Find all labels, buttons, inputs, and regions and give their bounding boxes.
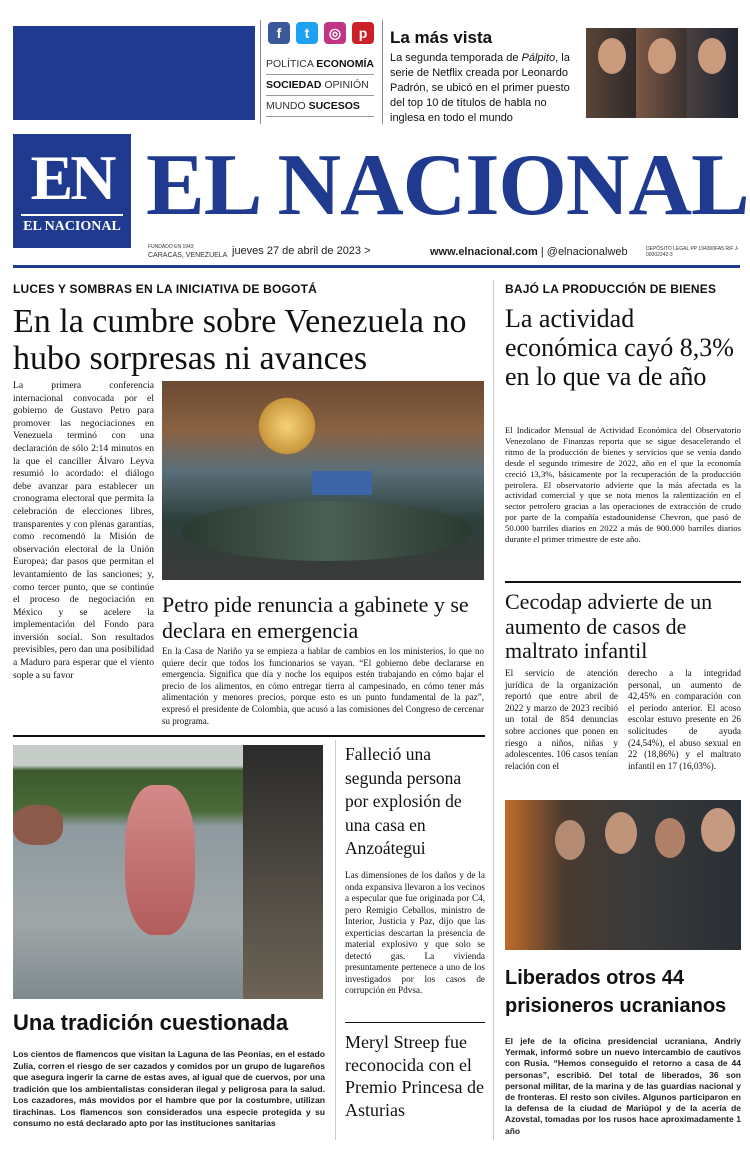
- founded: FUNDADO EN 1943: [148, 244, 194, 250]
- main-text: La primera conferencia internacional convocada por el gobierno de Gustavo Petro para promover las negociaciones en Venezuela terminó con una declaración de sólo 2:14 minutos en la que el canciller Álvaro Leyva resumió lo acordado: el diálogo debe avanzar para establecer un cronograma electoral que permita la celebración de elecciones libres, transparentes y con plenas garantías, como recomendó la Misión de observación electoral de la Unión Europea; dar pasos que permitan el levantamiento de las sanciones; y, como tercer punto, que se continúe el proceso de negociación en México y se acelere la implementación del Fondo para inversión social. Son resultados previsibles, pero dan una posibilidad a Maduro para esperar que el viento sople a su favor: [13, 380, 154, 681]
- section-nav: [266, 54, 374, 117]
- cecodap-text-col2: derecho a la integridad personal, un aumento de 42,45% en comparación con el período anterior. El acoso escolar estuvo presente en 26 solicitudes de ayuda (24,54%), el abuso sexual en 22 (18,86%) y el maltrato infantil en 17 (16,03%).: [628, 668, 741, 771]
- ukraine-text: El jefe de la oficina presidencial ucraniana, Andriy Yermak, informó sobre un nuevo intercambio de cautivos con Rusia. “Hemos conseguido el retorno a casa de 44 personas”, escribió. Del total de liberados, 36 son personal militar, de la marina y de las guardias nacional y de fronteras. El resto son civiles. Algunos participaron en la defensa de la ciudad de Mariúpol y de la acería de Azovstal, tomadas por los rusos hace aproximadamente 1 año: [505, 1036, 741, 1136]
- main-headline[interactable]: En la cumbre sobre Venezuela no hubo sorpresas ni avances: [13, 303, 467, 377]
- social-icons: [268, 22, 380, 44]
- flamingo-headline[interactable]: Una tradición cuestionada: [13, 1010, 289, 1035]
- cecodap-text-col1: El servicio de atención jurídica de la organización reportó que entre abril de 2022 y marzo de 2023 recibió un total de 854 denuncias sobre acciones que ponen en riesgo a niños, niñas y adolescentes. 106 casos tenían relación con el: [505, 668, 618, 771]
- column-rule: [335, 740, 336, 1140]
- section-link-politica[interactable]: POLÍTICA: [266, 58, 314, 70]
- twitter-handle[interactable]: | @elnacionalweb: [540, 246, 628, 258]
- anzoategui-text: Las dimensiones de los daños y de la onda expansiva llevaron a los vecinos a especular que fue originada por C4, pero Remigio Ceballos, ministro de Interior, Justicia y Paz, dijo que las experticias descartan la presencia de material explosivo y que solo se detectó gas. La vivienda presuntamente pertenece a uno de los investigados por los casos de corrupción en Pdvsa.: [345, 870, 485, 995]
- section-link-opinion[interactable]: OPINIÓN: [324, 79, 369, 91]
- prisoners-photo[interactable]: [505, 800, 741, 950]
- instagram-icon[interactable]: ◎: [324, 22, 346, 44]
- city: CARACAS, VENEZUELA: [148, 252, 228, 259]
- section-rule: [13, 735, 485, 737]
- masthead-title: EL NACIONAL: [146, 137, 749, 234]
- advertisement-banner[interactable]: [13, 26, 255, 120]
- most-viewed-photo[interactable]: [586, 28, 738, 118]
- flamingo-photo[interactable]: [13, 745, 323, 999]
- flamingo-text: Los cientos de flamencos que visitan la Laguna de las Peonías, en el estado Zulia, corren el riesgo de ser cazados y comidos por un grupo de lugareños que asegura ingerir la carne de estas aves, al igual que de cuervos, por una tradición que los ambientalistas consideran ilegal y peligrosa para la salud. Los cazadores, más movidos por el hambre que por la costumbre, utilizan tirachinas. Los flamencos son considerados una especie protegida y su consumo no está declarado apto por las instituciones sanitarias: [13, 1049, 325, 1128]
- legal-deposit: DEPÓSITO LEGAL PP 194300FA5 RIF J-00002242-3: [646, 246, 740, 258]
- most-viewed-title: La más vista: [390, 28, 493, 47]
- economy-text: El Indicador Mensual de Actividad Económica del Observatorio Venezolano de Finanzas reporta que se sigue desacelerando el ritmo de la producción de bienes y servicios que se venía dando desde el segundo trimestre de 2022, año en el que la economía creció 13,3%, básicamente por la recuperación de la producción petrolera. El observatorio advierte que la más afectada es la actividad comercial y que se nota menos la ralentización en el sector petrolero gracias a las operaciones de extracción de crudo por parte de la compañía estadounidense Chevron, que pasó de 50.000 barriles diarios en 2022 a más de 900.000 barriles diarios durante el primer trimestre de este año.: [505, 425, 741, 545]
- pinterest-icon[interactable]: p: [352, 22, 374, 44]
- date: jueves 27 de abril de 2023 >: [232, 245, 371, 257]
- divider: [260, 20, 261, 124]
- section-rule: [505, 581, 741, 583]
- cecodap-headline[interactable]: Cecodap advierte de un aumento de casos de maltrato infantil: [505, 589, 713, 663]
- logo[interactable]: [13, 134, 131, 248]
- section-rule: [345, 1022, 485, 1023]
- section-link-economia[interactable]: ECONOMÍA: [316, 58, 374, 70]
- meryl-headline[interactable]: Meryl Streep fue reconocida con el Premio Princesa de Asturias: [345, 1032, 484, 1120]
- logo-subtitle: EL NACIONAL: [21, 214, 123, 235]
- twitter-icon[interactable]: t: [296, 22, 318, 44]
- section-link-sociedad[interactable]: SOCIEDAD: [266, 79, 322, 91]
- section-link-mundo[interactable]: MUNDO: [266, 100, 306, 112]
- anzoategui-headline[interactable]: Falleció una segunda persona por explosión de una casa en Anzoátegui: [345, 744, 462, 858]
- petro-text: En la Casa de Nariño ya se empieza a hablar de cambios en los ministerios, lo que no quiere decir que todos los funcionarios se vayan. “El gobierno debe declararse en emergencia. Significa que día y noche los equipos estén trabajando en cómo bajar el precio de los alimentos, en cómo entregar tierra al campesinado, en cómo tener más alimentación y menores precios, porque esto es un punto fundamental de la paz”, expresó el presidente de Colombia, que acusó a las comisiones del Congreso de cercenar su programa.: [162, 646, 484, 726]
- section-row: [266, 96, 374, 117]
- ukraine-headline[interactable]: Liberados otros 44 prisioneros ucranianos: [505, 967, 727, 1017]
- main-kicker: LUCES Y SOMBRAS EN LA INICIATIVA DE BOGOTÁ: [13, 282, 317, 296]
- summit-photo[interactable]: [162, 381, 484, 580]
- website-link[interactable]: www.elnacional.com: [430, 246, 538, 258]
- masthead-rule: [13, 265, 740, 268]
- website: [430, 246, 628, 258]
- economy-headline[interactable]: La actividad económica cayó 8,3% en lo que va de año: [505, 304, 734, 391]
- most-viewed-text: La segunda temporada de Pálpito, la serie de Netflix creada por Leonardo Padrón, se ubicó en el primer puesto del top 10 de títulos de habla no inglesa en todo el mundo: [390, 52, 570, 124]
- divider: [382, 20, 383, 124]
- section-row: [266, 75, 374, 96]
- section-row: [266, 54, 374, 75]
- section-link-sucesos[interactable]: SUCESOS: [308, 100, 360, 112]
- logo-en: EN: [30, 142, 114, 213]
- facebook-icon[interactable]: f: [268, 22, 290, 44]
- petro-headline[interactable]: Petro pide renuncia a gabinete y se declara en emergencia: [162, 592, 469, 643]
- economy-kicker: BAJÓ LA PRODUCCIÓN DE BIENES: [505, 282, 717, 296]
- column-rule: [493, 280, 494, 1140]
